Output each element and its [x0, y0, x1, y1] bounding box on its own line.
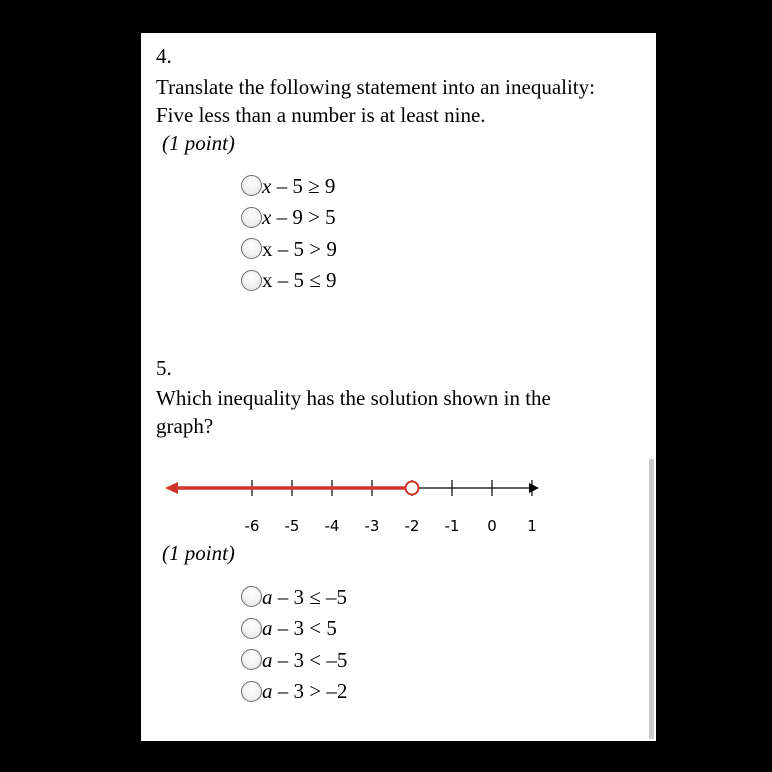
- question-4-prompt-line1: Translate the following statement into an inequality:: [156, 75, 595, 99]
- question-4-number: 4.: [156, 44, 172, 68]
- radio-button[interactable]: [241, 618, 262, 639]
- question-5-prompt: [156, 384, 646, 440]
- quiz-page: [141, 33, 656, 741]
- question-4-option-3[interactable]: [241, 233, 337, 265]
- radio-button[interactable]: [241, 207, 262, 228]
- number-line-graph: [161, 470, 546, 538]
- scrollbar[interactable]: [649, 459, 654, 739]
- tick-label: 0: [487, 517, 497, 535]
- tick-label: -3: [364, 517, 380, 535]
- axis-arrow-right: [529, 483, 539, 493]
- option-variable: a: [262, 616, 273, 641]
- question-4-prompt-line2: Five less than a number is at least nine.: [156, 103, 486, 127]
- radio-button[interactable]: [241, 681, 262, 702]
- option-variable: x: [262, 268, 273, 293]
- option-label: [262, 679, 347, 703]
- option-expression: – 9 > 5: [271, 205, 336, 230]
- option-label: [262, 174, 335, 198]
- option-variable: x: [262, 205, 272, 230]
- tick-label: 1: [527, 517, 537, 535]
- option-variable: a: [262, 647, 273, 672]
- option-variable: a: [262, 584, 273, 609]
- solution-arrow-left: [165, 482, 178, 494]
- question-5-prompt-line2: graph?: [156, 414, 214, 438]
- option-expression: – 3 > –2: [272, 679, 348, 704]
- option-expression: – 5 ≥ 9: [271, 173, 336, 198]
- option-expression: – 5 > 9: [272, 236, 337, 261]
- question-5-option-2[interactable]: [241, 613, 347, 645]
- option-label: [262, 237, 337, 261]
- radio-button[interactable]: [241, 649, 262, 670]
- radio-button[interactable]: [241, 175, 262, 196]
- tick-label: -5: [284, 517, 300, 535]
- option-expression: – 3 < –5: [272, 647, 348, 672]
- tick-label: -6: [244, 517, 260, 535]
- tick-label: -2: [404, 517, 420, 535]
- question-4-options: [241, 170, 337, 296]
- question-5-options: [241, 581, 347, 707]
- question-5-option-4[interactable]: [241, 676, 347, 708]
- question-4-option-1[interactable]: [241, 170, 337, 202]
- option-label: [262, 616, 337, 640]
- option-expression: – 3 < 5: [272, 616, 337, 641]
- radio-button[interactable]: [241, 270, 262, 291]
- question-5-prompt-line1: Which inequality has the solution shown in the: [156, 386, 551, 410]
- option-expression: – 3 ≤ –5: [272, 584, 348, 609]
- option-label: [262, 205, 336, 229]
- option-label: [262, 648, 347, 672]
- question-5-option-3[interactable]: [241, 644, 347, 676]
- option-label: [262, 268, 337, 292]
- tick-label: -4: [324, 517, 340, 535]
- radio-button[interactable]: [241, 238, 262, 259]
- option-variable: x: [262, 236, 273, 261]
- option-expression: – 5 ≤ 9: [272, 268, 337, 293]
- radio-button[interactable]: [241, 586, 262, 607]
- question-5-points: (1 point): [162, 541, 235, 565]
- open-endpoint: [406, 482, 419, 495]
- option-variable: x: [262, 173, 272, 198]
- question-4-points: (1 point): [162, 131, 235, 155]
- question-4-option-4[interactable]: [241, 265, 337, 297]
- question-5-option-1[interactable]: [241, 581, 347, 613]
- question-4-prompt: [156, 73, 646, 129]
- tick-label: -1: [444, 517, 460, 535]
- question-4-option-2[interactable]: [241, 202, 337, 234]
- question-5-number: 5.: [156, 356, 172, 380]
- option-variable: a: [262, 679, 273, 704]
- option-label: [262, 585, 347, 609]
